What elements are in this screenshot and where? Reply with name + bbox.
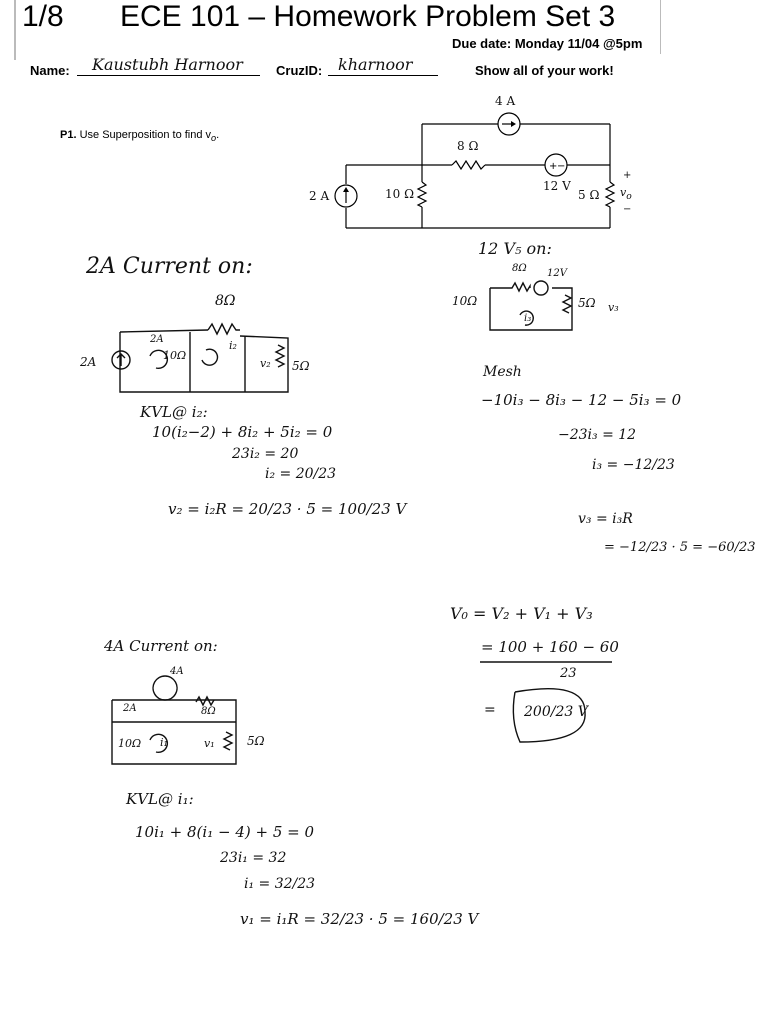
c12-5ohm: 5Ω	[578, 296, 596, 310]
case-12v-title: 12 V₅ on:	[478, 239, 552, 258]
c2-r8: 8Ω	[215, 293, 236, 309]
label-5ohm: 5 Ω	[578, 188, 600, 202]
c2-10ohm: 10Ω	[163, 349, 187, 362]
svg-text:+: +	[549, 161, 558, 172]
c12-8ohm: 8Ω	[512, 263, 527, 274]
eq-2a-2: 23i₂ = 20	[232, 446, 299, 462]
c12-10ohm: 10Ω	[452, 294, 478, 308]
eq-2a-3: i₂ = 20/23	[265, 466, 337, 482]
eq-2a-1: 10(i₂−2) + 8i₂ + 5i₂ = 0	[152, 423, 333, 441]
problem-end: .	[216, 129, 220, 141]
problem-sub: o	[211, 133, 217, 144]
page-title: ECE 101 – Homework Problem Set 3	[120, 0, 616, 33]
total-den: 23	[560, 666, 577, 681]
vo-label: $v_o$	[620, 186, 632, 203]
label-4a: 4 A	[495, 94, 516, 108]
c4-8ohm: 8Ω	[201, 706, 216, 717]
vo-plus: +	[623, 170, 632, 181]
c2-5ohm: 5Ω	[292, 359, 310, 373]
case-4a-title: 4A Current on:	[104, 637, 218, 655]
c12-v3: v₃	[608, 301, 619, 314]
eq-12-4: v₃ = i₃R	[578, 511, 633, 527]
total-equals: =	[484, 702, 496, 718]
kvl-2a: KVL@ i₂:	[140, 403, 208, 421]
case-2a-title: 2A Current on:	[86, 254, 253, 279]
c4-i1: i₁	[160, 736, 168, 749]
name-label: Name:	[30, 63, 70, 78]
label-2a: 2 A	[309, 189, 330, 203]
total-3: 200/23 V	[524, 704, 588, 720]
eq-12-2: −23i₃ = 12	[558, 427, 637, 443]
c2-i2: i₂	[229, 339, 237, 352]
c4-v1: v₁	[204, 737, 215, 750]
eq-2a-4: v₂ = i₂R = 20/23 · 5 = 100/23 V	[168, 500, 407, 518]
kvl-4a: KVL@ i₁:	[126, 790, 194, 808]
c2-2a-inner: 2A	[150, 334, 164, 345]
eq-12-1: −10i₃ − 8i₃ − 12 − 5i₃ = 0	[481, 391, 682, 409]
cruzid-label: CruzID:	[276, 63, 323, 78]
c2-left-2a: 2A	[80, 355, 97, 369]
instruction: Show all of your work!	[475, 63, 614, 78]
c4-10ohm: 10Ω	[118, 737, 142, 750]
eq-12-3: i₃ = −12/23	[592, 457, 675, 473]
label-8ohm: 8 Ω	[457, 139, 479, 153]
eq-4a-2: 23i₁ = 32	[220, 850, 287, 866]
page-number: 1/8	[22, 0, 64, 33]
vo-minus: −	[623, 204, 632, 215]
svg-text:−: −	[557, 161, 566, 172]
total-2: = 100 + 160 − 60	[481, 638, 619, 656]
label-10ohm: 10 Ω	[385, 187, 415, 201]
name-value: Kaustubh Harnoor	[92, 55, 243, 74]
c4-2a: 2A	[123, 703, 137, 714]
c12-i3: i₃	[524, 313, 532, 324]
eq-12-5: = −12/23 · 5 = −60/23	[604, 540, 756, 555]
eq-4a-1: 10i₁ + 8(i₁ − 4) + 5 = 0	[135, 823, 315, 841]
eq-4a-3: i₁ = 32/23	[244, 876, 316, 892]
eq-4a-4: v₁ = i₁R = 32/23 · 5 = 160/23 V	[240, 910, 479, 928]
due-date: Due date: Monday 11/04 @5pm	[452, 36, 643, 51]
c2-v2: v₂	[260, 357, 271, 370]
problem-text: Use Superposition to find v	[79, 129, 212, 141]
c4-5ohm: 5Ω	[247, 734, 265, 748]
c4-4a: 4A	[170, 666, 184, 677]
problem-label: P1.	[60, 129, 77, 141]
mesh-label: Mesh	[483, 364, 522, 380]
cruzid-value: kharnoor	[338, 55, 413, 74]
label-12v: 12 V	[543, 179, 571, 193]
total-1: V₀ = V₂ + V₁ + V₃	[450, 604, 593, 623]
c12-12v: 12V	[547, 268, 567, 279]
